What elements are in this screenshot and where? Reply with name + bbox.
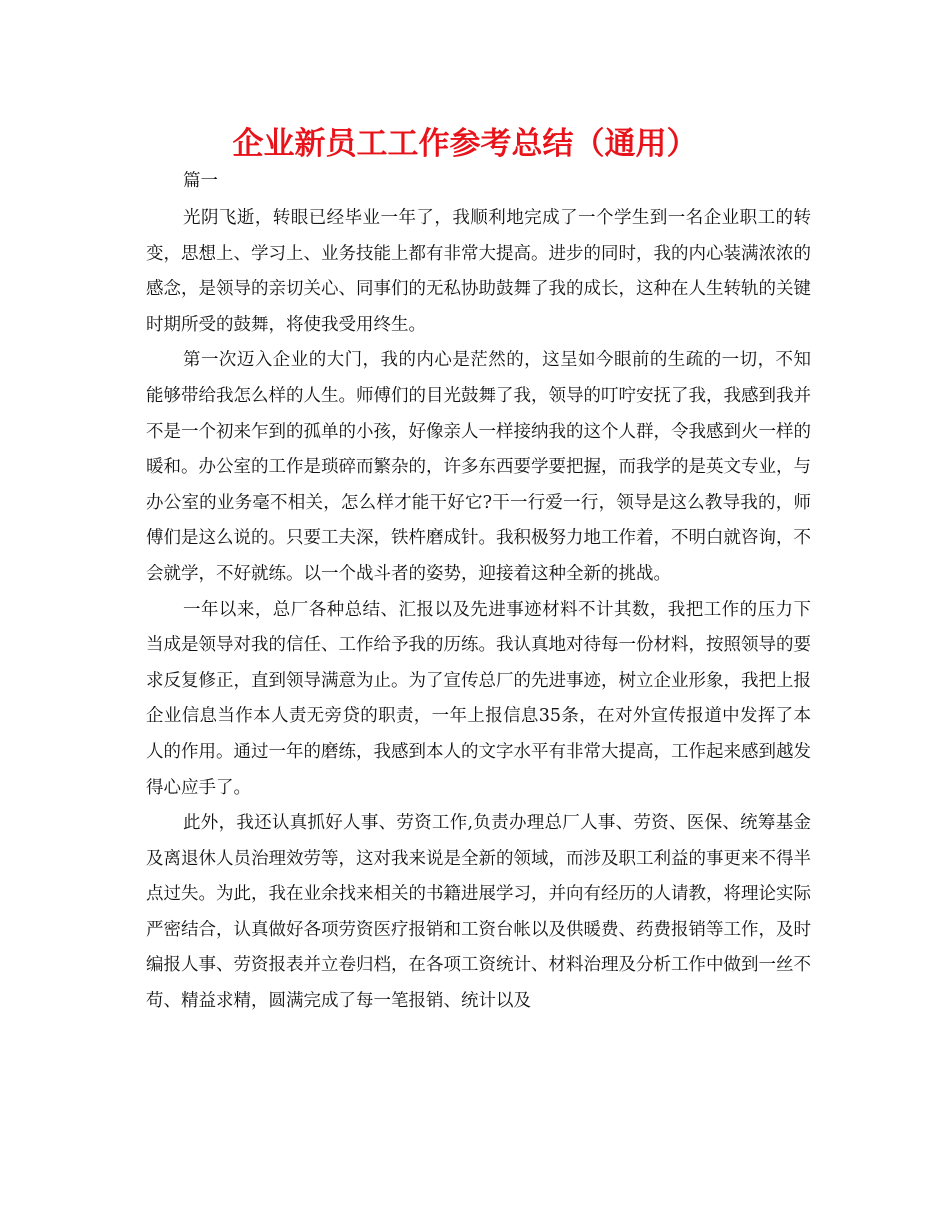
paragraph-3: 一年以来，总厂各种总结、汇报以及先进事迹材料不计其数，我把工作的压力下当成是领导对我的信任、工作给予我的历练。我认真地对待每一份材料，按照领导的要求反复修正，直到领导满意为止。为了宣传总厂的先进事迹，树立企业形象，我把上报企业信息当作本人责无旁贷的职责，一年上报信息35条，在对外宣传报道中发挥了本人的作用。通过一年的磨练，我感到本人的文字水平有非常大提高，工作起来感到越发得心应手了。	[146, 599, 811, 798]
document-body	[146, 201, 811, 1020]
paragraph-2: 第一次迈入企业的大门，我的内心是茫然的，这呈如今眼前的生疏的一切，不知能够带给我怎么样的人生。师傅们的目光鼓舞了我，领导的叮咛安抚了我，我感到我并不是一个初来乍到的孤单的小孩，好像亲人一样接纳我的这个人群，令我感到火一样的暖和。办公室的工作是琐碎而繁杂的，许多东西要学要把握，而我学的是英文专业，与办公室的业务毫不相关，怎么样才能干好它?干一行爱一行，领导是这么教导我的，师傅们是这么说的。只要工夫深，铁杵磨成针。我积极努力地工作着，不明白就咨询，不会就学，不好就练。以一个战斗者的姿势，迎接着这种全新的挑战。	[146, 350, 811, 584]
document-title: 企业新员工工作参考总结（通用）	[232, 126, 698, 162]
section-label: 篇一	[183, 171, 218, 191]
paragraph-1: 光阴飞逝，转眼已经毕业一年了，我顺利地完成了一个学生到一名企业职工的转变，思想上、学习上、业务技能上都有非常大提高。进步的同时，我的内心装满浓浓的感念，是领导的亲切关心、同事们的无私协助鼓舞了我的成长，这种在人生转轨的关键时期所受的鼓舞，将使我受用终生。	[146, 208, 811, 335]
paragraph-4: 此外，我还认真抓好人事、劳资工作,负责办理总厂人事、劳资、医保、统筹基金及离退休人员治理效劳等，这对我来说是全新的领域，而涉及职工利益的事更来不得半点过失。为此，我在业余找来相关的书籍进展学习，并向有经历的人请教，将理论实际严密结合，认真做好各项劳资医疗报销和工资台帐以及供暖费、药费报销等工作，及时编报人事、劳资报表并立卷归档，在各项工资统计、材料治理及分析工作中做到一丝不苟、精益求精，圆满完成了每一笔报销、统计以及	[146, 813, 811, 1012]
